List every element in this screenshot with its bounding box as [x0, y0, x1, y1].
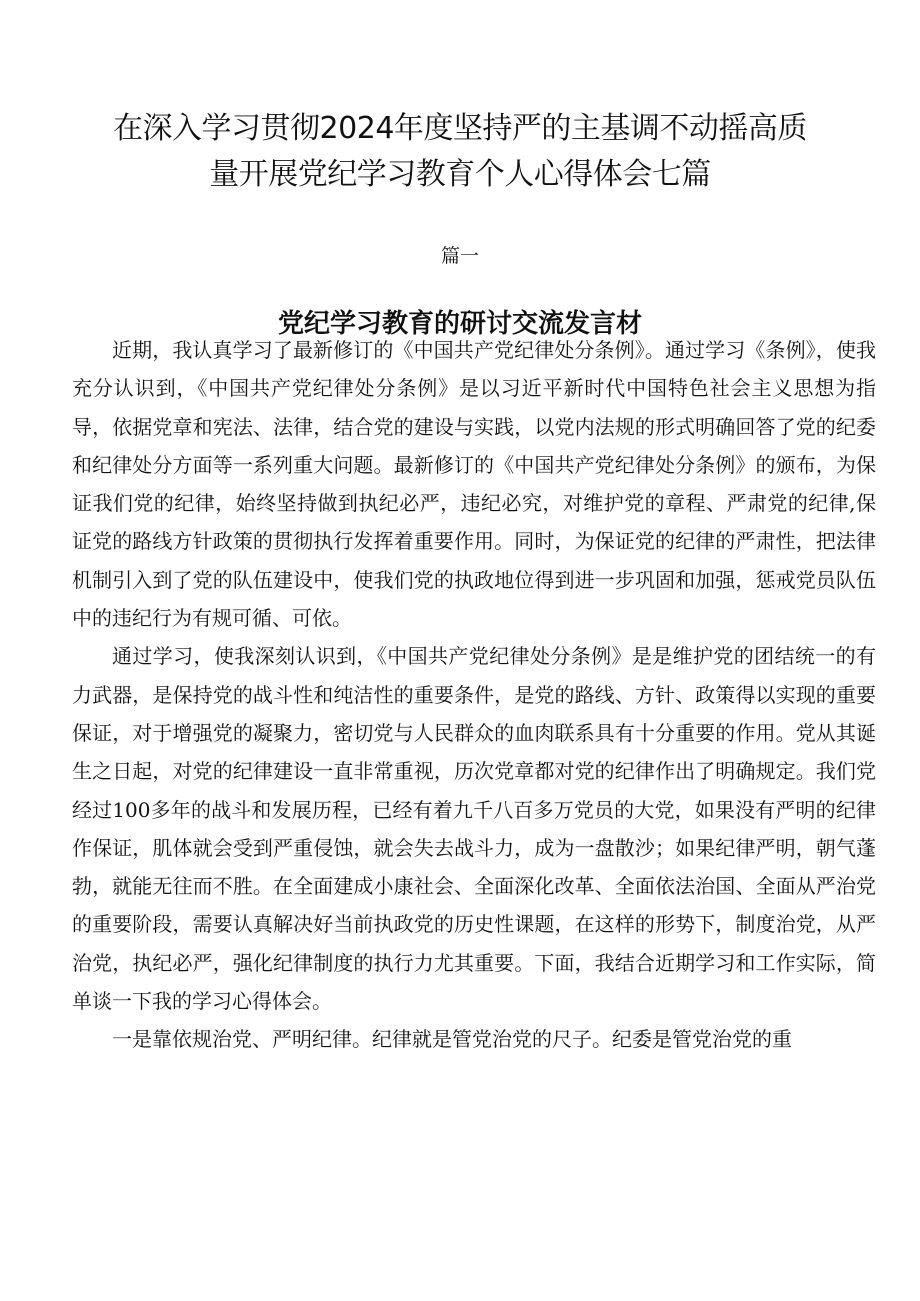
- document-title-line-1: 在深入学习贯彻2024年度坚持严的主基调不动摇高质: [113, 111, 807, 147]
- paragraph-2: 通过学习，使我深刻认识到，《中国共产党纪律处分条例》是是维护党的团结统一的有力武器，是保持党的战斗性和纯洁性的重要条件，是党的路线、方针、政策得以实现的重要保证，对于增强党的凝聚力，密切党与人民群众的血肉联系具有十分重要的作用。党从其诞生之日起，对党的纪律建设一直非常重视，历次党章都对党的纪律作出了明确规定。我们党经过100多年的战斗和发展历程，已经有着九千八百多万党员的大党，如果没有严明的纪律作保证，肌体就会受到严重侵蚀，就会失去战斗力，成为一盘散沙；如果纪律严明，朝气蓬勃，就能无往而不胜。在全面建成小康社会、全面深化改革、全面依法治国、全面从严治党的重要阶段，需要认真解决好当前执政党的历史性课题，在这样的形势下，制度治党，从严治党，执纪必严，强化纪律制度的执行力尤其重要。下面，我结合近期学习和工作实际，简单谈一下我的学习心得体会。: [72, 644, 876, 1014]
- section-title: 党纪学习教育的研讨交流发言材: [277, 308, 642, 339]
- document-title: [60, 106, 860, 198]
- section-label: 篇一: [440, 245, 479, 267]
- paragraph-1: 近期，我认真学习了最新修订的《中国共产党纪律处分条例》。通过学习《条例》，使我充分认识到，《中国共产党纪律处分条例》是以习近平新时代中国特色社会主义思想为指导，依据党章和宪法、法律，结合党的建设与实践，以党内法规的形式明确回答了党的纪委和纪律处分方面等一系列重大问题。最新修订的《中国共产党纪律处分条例》的颁布，为保证我们党的纪律，始终坚持做到执纪必严，违纪必究，对维护党的章程、严肃党的纪律,保证党的路线方针政策的贯彻执行发挥着重要作用。同时，为保证党的纪律的严肃性，把法律机制引入到了党的队伍建设中，使我们党的执政地位得到进一步巩固和加强，惩戒党员队伍中的违纪行为有规可循、可依。: [72, 338, 876, 631]
- body-text: [72, 331, 876, 1059]
- paragraph-3: 一是靠依规治党、严明纪律。纪律就是管党治党的尺子。纪委是管党治党的重: [112, 1027, 792, 1052]
- document-title-line-2: 量开展党纪学习教育个人心得体会七篇: [209, 157, 711, 193]
